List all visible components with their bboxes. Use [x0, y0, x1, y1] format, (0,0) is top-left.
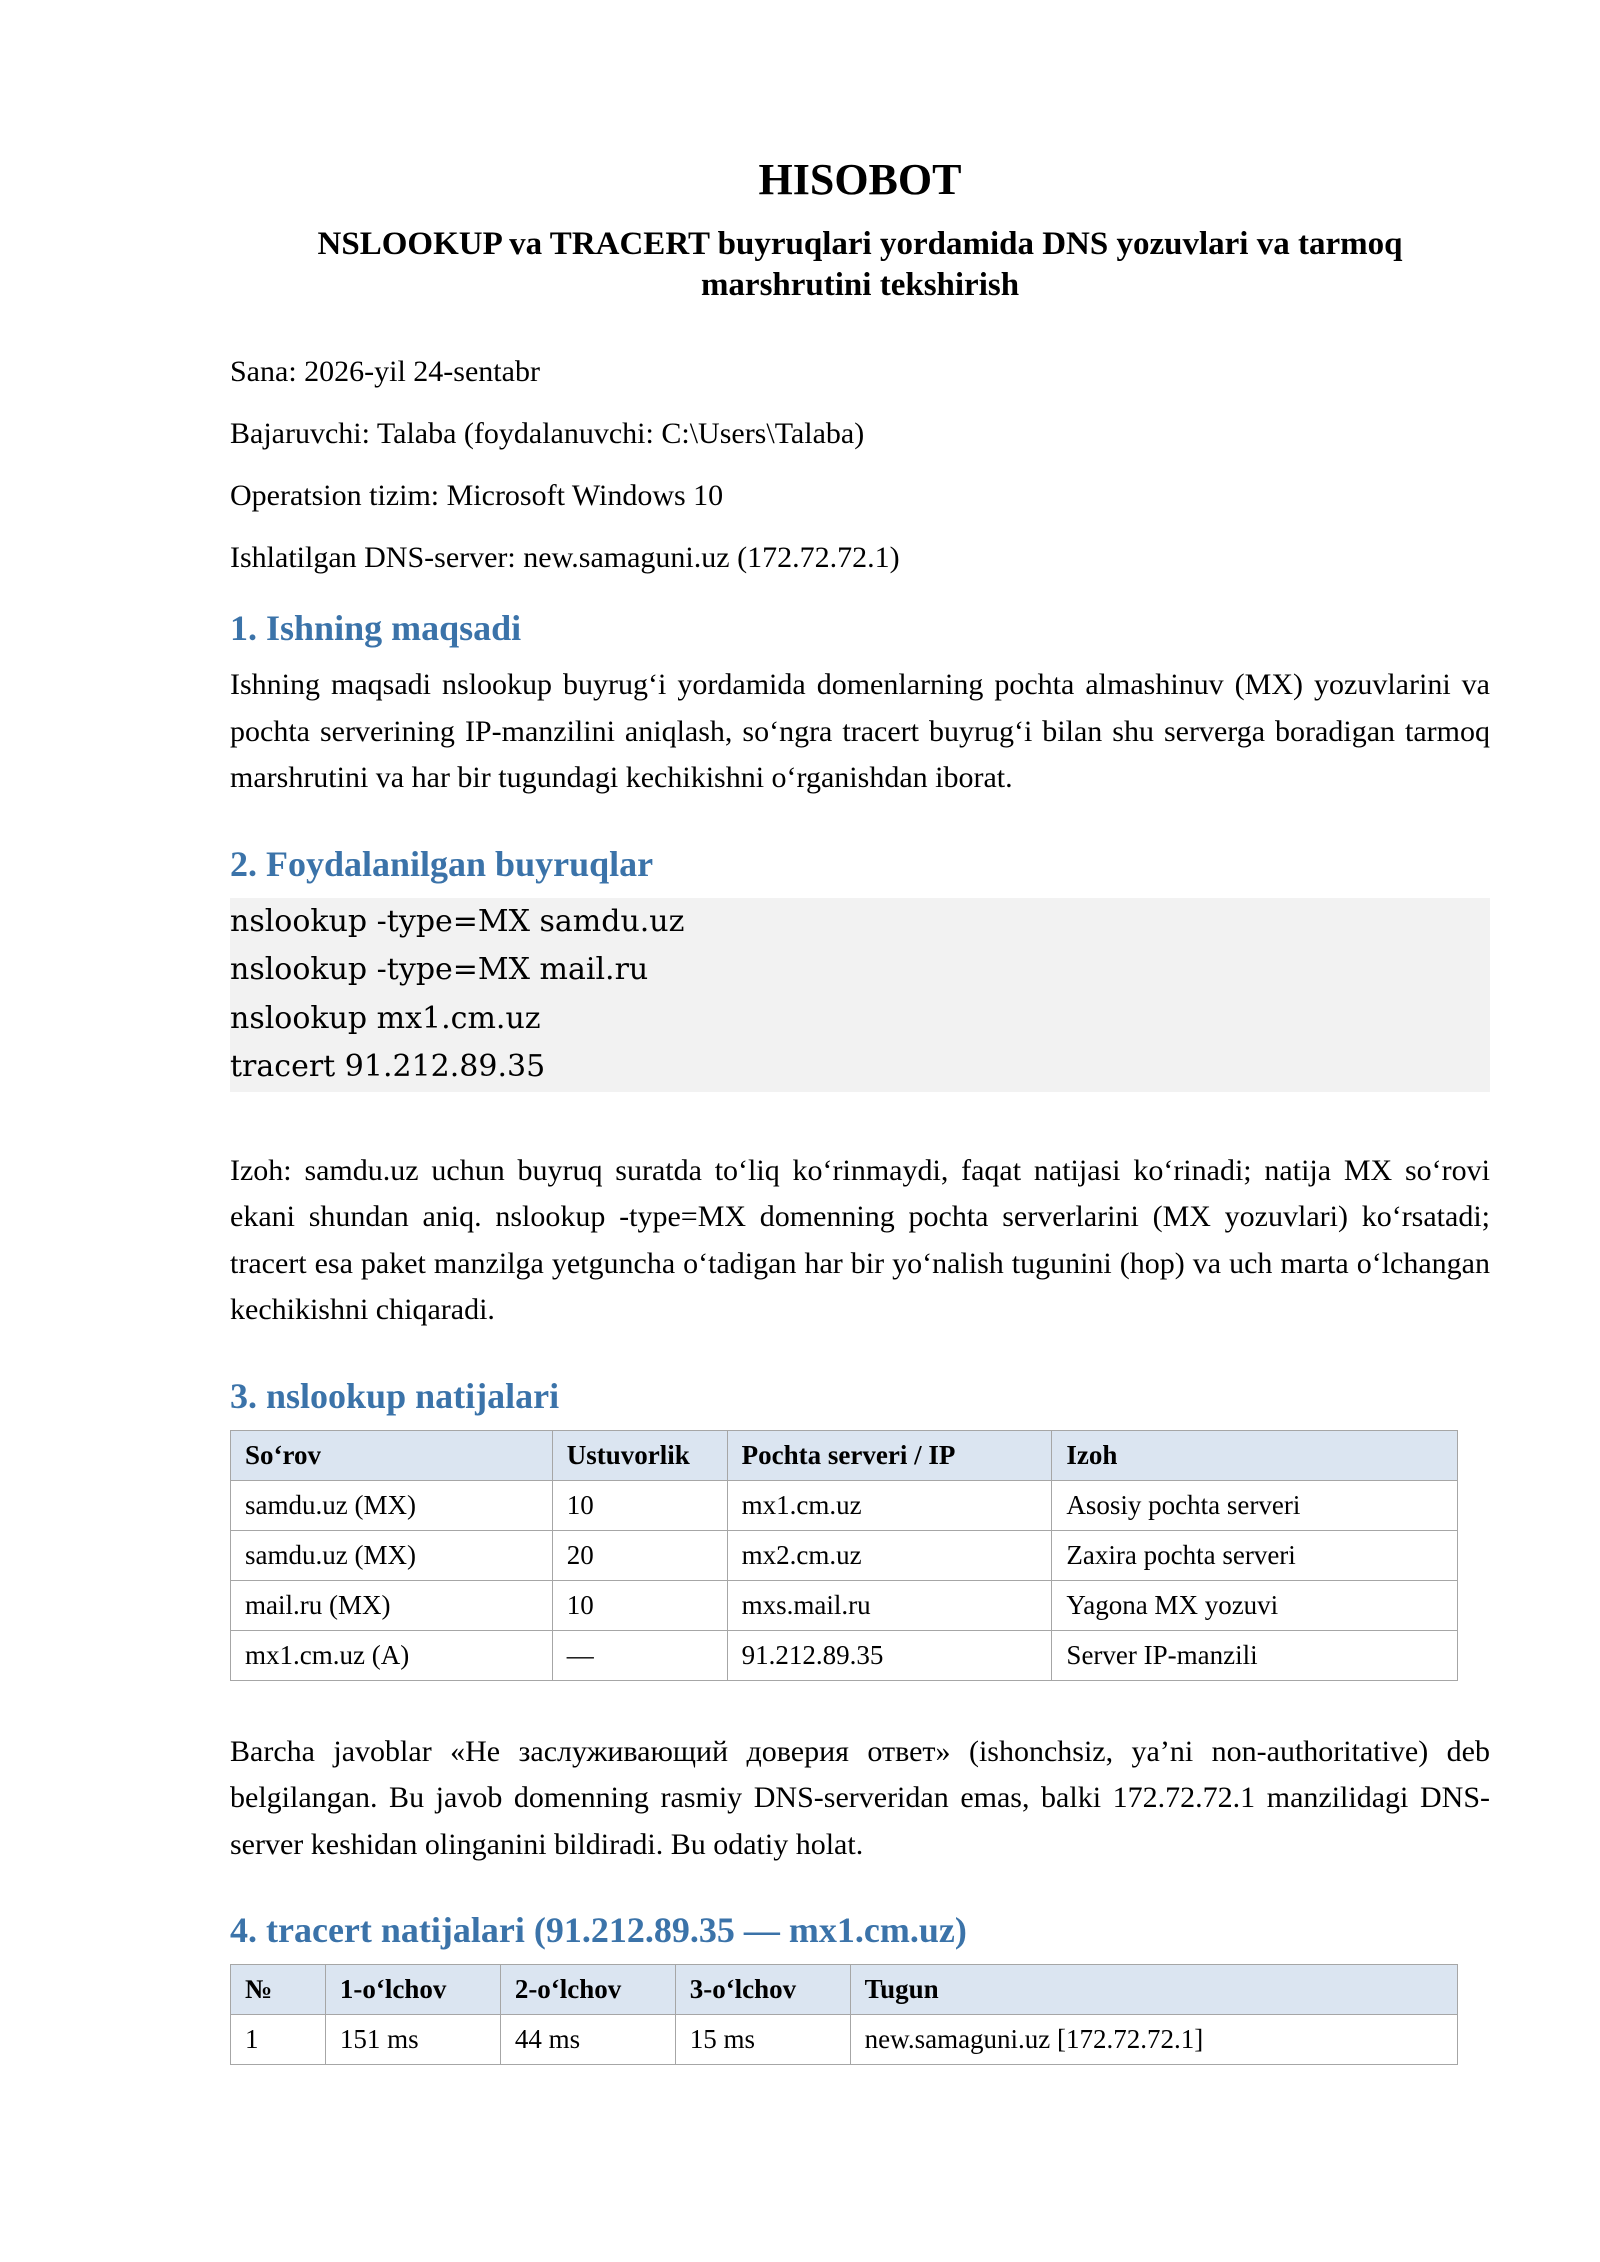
table-cell: 151 ms	[325, 2015, 500, 2065]
column-header: Pochta serveri / IP	[727, 1430, 1052, 1480]
tracert-table	[230, 1964, 1458, 2065]
table-cell: 20	[552, 1530, 727, 1580]
section-heading: 2. Foydalanilgan buyruqlar	[230, 843, 654, 884]
code-line: tracert 91.212.89.35	[230, 1049, 546, 1084]
code-line: nslookup -type=MX samdu.uz	[230, 903, 685, 939]
table-cell: new.samaguni.uz [172.72.72.1]	[850, 2015, 1457, 2065]
section-commands	[230, 842, 1490, 1334]
column-header: Ustuvorlik	[552, 1430, 727, 1480]
section-paragraph: Barcha javoblar «Не заслуживающий доверия ответ» (ishonchsiz, ya’ni non-authoritative) deb belgilangan. Bu javob domenning rasmiy DNS-serveridan emas, balki 172.72.72.1 manzilidagi DNS-server keshidan olinganini bildiradi. Bu odatiy holat.	[230, 1734, 1490, 1861]
section-purpose	[230, 606, 1490, 802]
code-line: nslookup mx1.cm.uz	[230, 1000, 541, 1036]
table-header-row	[231, 1430, 1458, 1480]
table-row	[231, 1480, 1458, 1530]
table-cell: 1	[231, 2015, 326, 2065]
table-cell: Zaxira pochta serveri	[1052, 1530, 1458, 1580]
section-heading: 4. tracert natijalari (91.212.89.35 — mx1.cm.uz)	[230, 1910, 967, 1950]
table-cell: mx2.cm.uz	[727, 1530, 1052, 1580]
table-cell: Asosiy pochta serveri	[1052, 1480, 1458, 1530]
table-cell: 10	[552, 1480, 727, 1530]
table-cell: —	[552, 1630, 727, 1680]
table-cell: samdu.uz (MX)	[231, 1530, 553, 1580]
meta-block	[230, 354, 1490, 576]
column-header: Tugun	[850, 1965, 1457, 2015]
column-header: 1-o‘lchov	[325, 1965, 500, 2015]
meta-author: Bajaruvchi: Talaba (foydalanuvchi: C:\Users\Talaba)	[230, 417, 865, 450]
table-cell: mx1.cm.uz	[727, 1480, 1052, 1530]
table-cell: mx1.cm.uz (A)	[231, 1630, 553, 1680]
table-row	[231, 1630, 1458, 1680]
meta-os: Operatsion tizim: Microsoft Windows 10	[230, 479, 724, 512]
code-line: nslookup -type=MX mail.ru	[230, 952, 649, 987]
document-content	[230, 150, 1490, 2065]
section-paragraph: Ishning maqsadi nslookup buyrug‘i yordamida domenlarning pochta almashinuv (MX) yozuvlarini va pochta serverining IP-manzilini aniqlash, so‘ngra tracert buyrug‘i bilan shu serverga boradigan tarmoq marshrutini va har bir tugundagi kechikishni o‘rganishdan iborat.	[230, 668, 1490, 794]
document-title: HISOBOT	[758, 155, 962, 204]
table-cell: 91.212.89.35	[727, 1630, 1052, 1680]
section-heading: 1. Ishning maqsadi	[230, 608, 522, 648]
table-cell: Yagona MX yozuvi	[1052, 1580, 1458, 1630]
nslookup-table	[230, 1430, 1458, 1681]
section-nslookup-results	[230, 1374, 1490, 1869]
column-header: №	[231, 1965, 326, 2015]
table-row	[231, 1580, 1458, 1630]
table-cell: 15 ms	[675, 2015, 850, 2065]
meta-dns-server: Ishlatilgan DNS-server: new.samaguni.uz (172.72.72.1)	[230, 541, 900, 574]
section-tracert-results	[230, 1908, 1490, 2065]
table-header-row	[231, 1965, 1458, 2015]
table-cell: mxs.mail.ru	[727, 1580, 1052, 1630]
section-heading: 3. nslookup natijalari	[230, 1375, 560, 1416]
table-cell: mail.ru (MX)	[231, 1580, 553, 1630]
note-paragraph: Izoh: samdu.uz uchun buyruq suratda to‘liq ko‘rinmaydi, faqat natijasi ko‘rinadi; natija MX so‘rovi ekani shundan aniq. nslookup -type=MX domenning pochta serverlarini (MX yozuvlari) ko‘rsatadi; tracert esa paket manzilga yetguncha o‘tadigan har bir yo‘nalish tugunini (hop) va uch marta o‘lchangan kechikishni chiqaradi.	[230, 1153, 1490, 1326]
column-header: So‘rov	[231, 1430, 553, 1480]
code-block	[230, 898, 1490, 1092]
meta-date: Sana: 2026-yil 24-sentabr	[230, 355, 540, 388]
column-header: Izoh	[1052, 1430, 1458, 1480]
table-cell: Server IP-manzili	[1052, 1630, 1458, 1680]
table-row	[231, 1530, 1458, 1580]
column-header: 2-o‘lchov	[500, 1965, 675, 2015]
table-cell: 44 ms	[500, 2015, 675, 2065]
table-row	[231, 2015, 1458, 2065]
table-cell: 10	[552, 1580, 727, 1630]
table-cell: samdu.uz (MX)	[231, 1480, 553, 1530]
column-header: 3-o‘lchov	[675, 1965, 850, 2015]
document-subtitle: NSLOOKUP va TRACERT buyruqlari yordamida DNS yozuvlari va tarmoq marshrutini tekshirish	[317, 226, 1403, 303]
